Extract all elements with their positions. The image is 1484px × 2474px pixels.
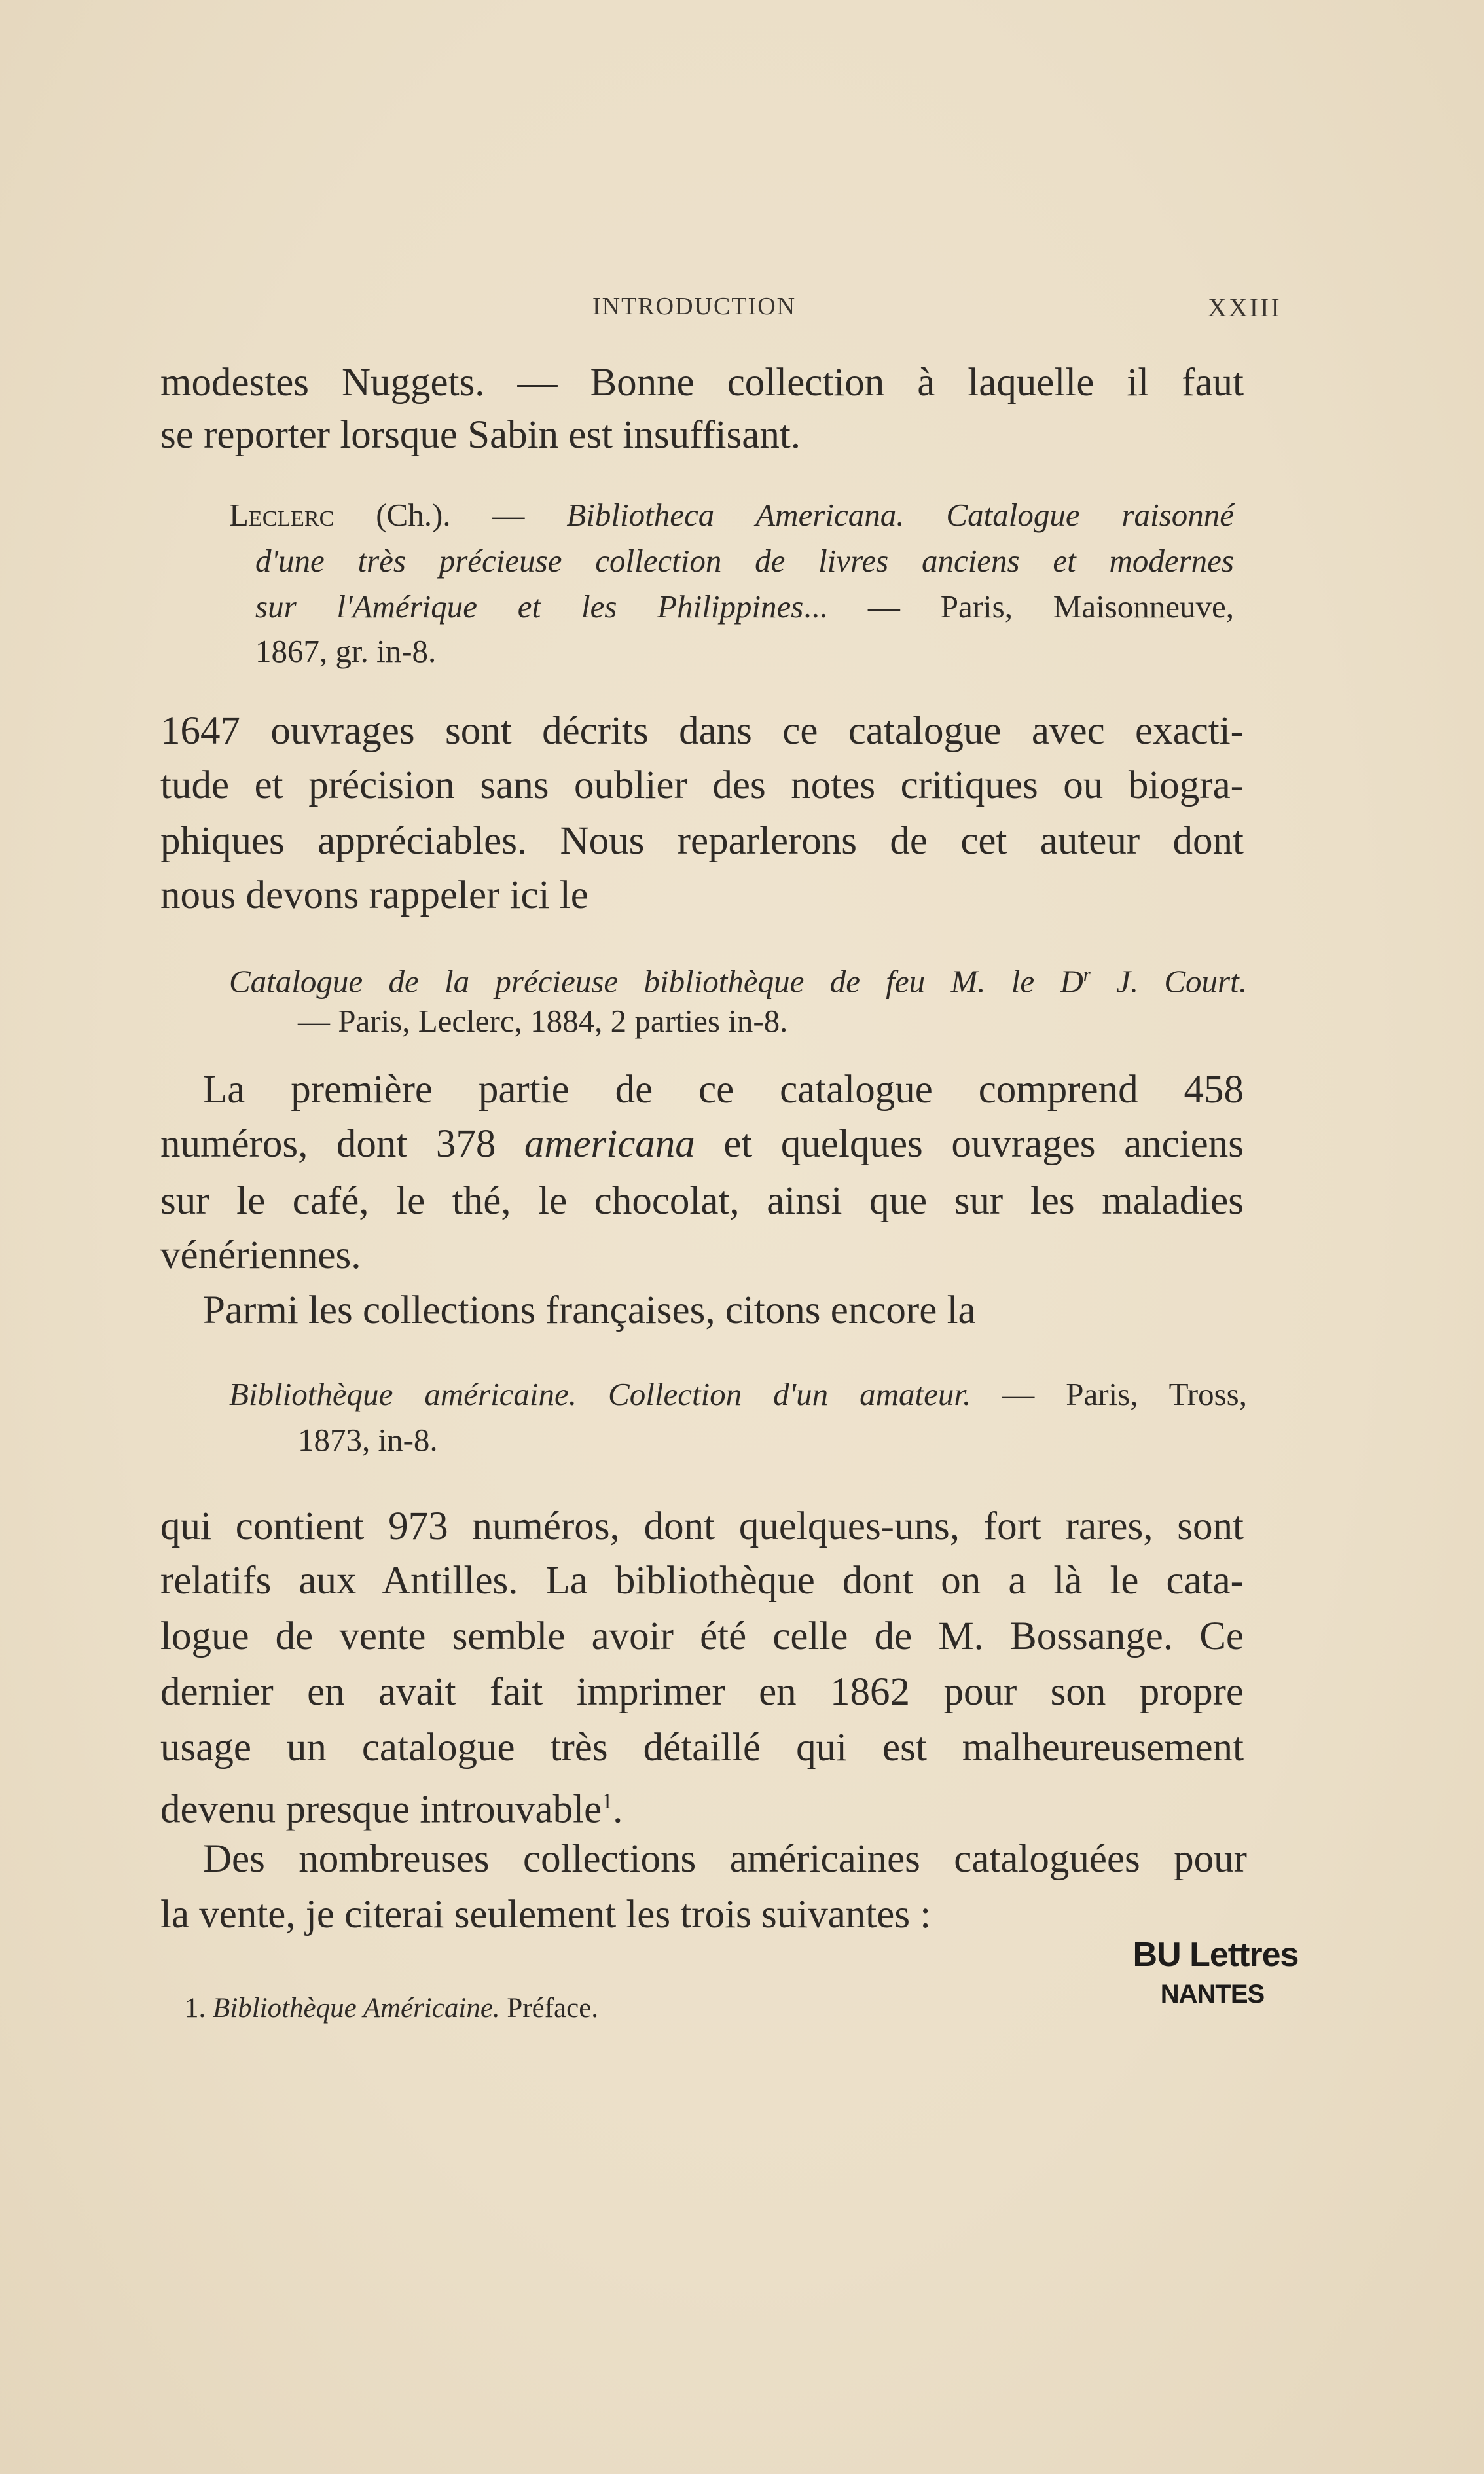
bibliography-entry-line: Leclerc (Ch.). — Bibliotheca Americana. Catalogue raisonné	[229, 497, 1234, 533]
text-line: Parmi les collections françaises, citons encore la	[203, 1288, 976, 1332]
text-line: devenu presque introuvable$^1$.	[160, 1787, 623, 1832]
stamp-line: BU Lettres	[1132, 1936, 1299, 1974]
stamp-line: NANTES	[1160, 1980, 1265, 2009]
text-line: phiques appréciables. Nous reparlerons de cet auteur dont	[160, 819, 1244, 863]
text-line: usage un catalogue très détaillé qui est malheureusement	[160, 1726, 1244, 1770]
text-line: logue de vente semble avoir été celle de M. Bossange. Ce	[160, 1614, 1244, 1658]
bibliography-entry-line: — Paris, Leclerc, 1884, 2 parties in-8.	[298, 1003, 788, 1039]
text-line: dernier en avait fait imprimer en 1862 pour son propre	[160, 1670, 1244, 1714]
text-line: vénériennes.	[160, 1233, 361, 1277]
bibliography-entry-line: 1867, gr. in-8.	[255, 633, 437, 669]
bibliography-entry-line: Bibliothèque américaine. Collection d'un amateur. — Paris, Tross,	[229, 1376, 1248, 1412]
text-line: la vente, je citerai seulement les trois suivantes :	[160, 1893, 932, 1937]
footnote-ref: 1	[602, 1789, 613, 1813]
text-line: modestes Nuggets. — Bonne collection à laquelle il faut	[160, 361, 1244, 405]
text-line: se reporter lorsque Sabin est insuffisant.	[160, 413, 801, 457]
page-number: XXIII	[1208, 293, 1282, 322]
bibliography-entry-line: d'une très précieuse collection de livres anciens et modernes	[255, 543, 1234, 579]
bibliography-entry-line: sur l'Amérique et les Philippines... — Paris, Maisonneuve,	[255, 589, 1235, 625]
text-line: 1647 ouvrages sont décrits dans ce catalogue avec exacti-	[160, 709, 1244, 753]
text-line: relatifs aux Antilles. La bibliothèque dont on a là le cata-	[160, 1559, 1244, 1603]
text-line: tude et précision sans oublier des notes critiques ou biogra-	[160, 763, 1244, 807]
bibliography-entry-line: Catalogue de la précieuse bibliothèque de feu M. le $D^r$ J. Court.	[229, 963, 1247, 1000]
text-line: sur le café, le thé, le chocolat, ainsi que sur les maladies	[160, 1179, 1244, 1223]
running-header: INTRODUCTION	[592, 293, 797, 320]
text-line: qui contient 973 numéros, dont quelques-uns, fort rares, sont	[160, 1504, 1244, 1548]
footnote: 1. Bibliothèque Américaine. Préface.	[185, 1993, 599, 2024]
text-line: nous devons rappeler ici le	[160, 873, 588, 917]
text-line: Des nombreuses collections américaines cataloguées pour	[203, 1837, 1247, 1881]
text-line: La première partie de ce catalogue comprend 458	[203, 1068, 1244, 1112]
author-name: Leclerc	[229, 497, 335, 533]
bibliography-entry-line: 1873, in-8.	[298, 1422, 438, 1458]
text-line: numéros, dont 378 americana et quelques ouvrages anciens	[160, 1122, 1244, 1166]
library-stamp	[1121, 1938, 1311, 2007]
